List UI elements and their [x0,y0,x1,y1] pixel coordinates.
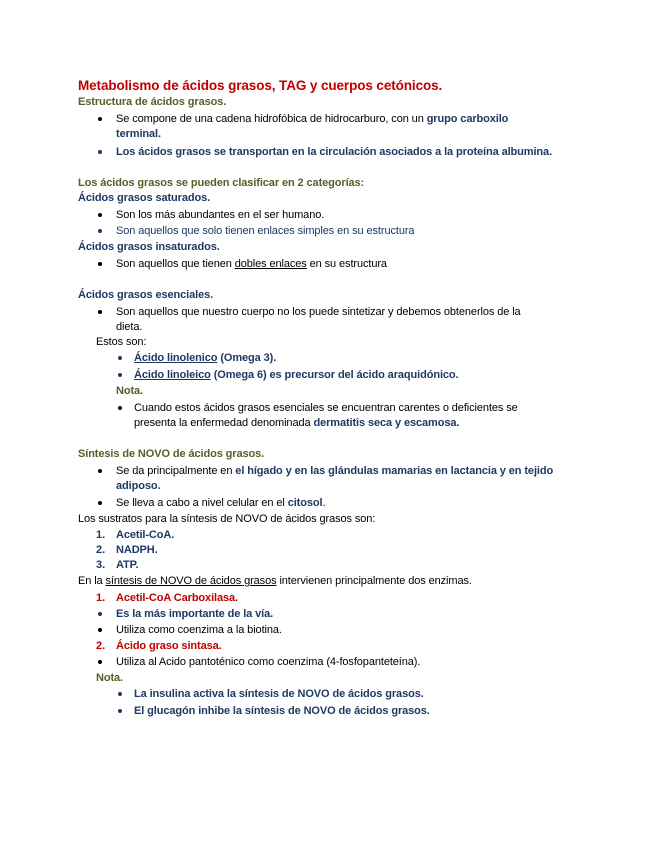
bullet-icon [98,150,102,154]
highlight-text: grupo carboxilo [426,113,509,125]
list-number: 1. [96,529,106,541]
highlight-text: citosol [287,497,323,509]
list-item: NADPH. [116,544,158,556]
sustratos-intro: Los sustratos para la síntesis de NOVO de ácidos grasos son: [78,513,376,525]
list-item [116,496,325,510]
list-item-continuation: dieta. [116,321,143,333]
bullet-icon [98,262,102,266]
underlined-text: dobles enlaces [234,258,307,270]
list-item-text: En la [78,575,106,587]
list-item: Son aquellos que solo tienen enlaces simples en su estructura [116,225,415,237]
bullet-icon [98,229,102,233]
list-item: Es la más importante de la vía. [116,608,274,620]
list-number: 3. [96,559,106,571]
list-item-continuation: adiposo. [116,480,161,492]
list-item [116,464,553,478]
bullet-icon [98,310,102,314]
subheading-saturados: Ácidos grasos saturados. [78,192,211,204]
underlined-text: síntesis de NOVO de ácidos grasos [105,575,277,587]
bullet-icon [118,406,122,410]
list-item: Utiliza al Acido pantoténico como coenzima (4-fosfopanteteína). [116,656,421,668]
underlined-text: Ácido linolenico [134,352,218,364]
list-item-continuation [134,416,459,430]
list-number: 2. [96,640,106,652]
list-item-continuation: terminal. [116,128,161,140]
list-item-text: en su estructura [306,258,387,270]
bullet-icon [98,612,102,616]
list-item: Acetil-CoA. [116,529,175,541]
section-heading-sintesis: Síntesis de NOVO de ácidos grasos. [78,448,265,460]
list-item: Los ácidos grasos se transportan en la circulación asociados a la proteína albumina. [116,146,553,158]
enzyme-name: Ácido graso sintasa. [116,640,222,652]
bullet-icon [98,628,102,632]
bullet-icon [118,356,122,360]
bullet-icon [98,213,102,217]
section-heading-clasificacion: Los ácidos grasos se pueden clasificar en 2 categorías: [78,177,365,189]
list-item: El glucagón inhibe la síntesis de NOVO de ácidos grasos. [134,705,430,717]
bullet-icon [118,709,122,713]
bullet-icon [98,660,102,664]
list-item [134,351,276,365]
bullet-icon [98,501,102,505]
subheading-insaturados: Ácidos grasos insaturados. [78,241,220,253]
bullet-icon [98,117,102,121]
list-item-text: . [322,497,326,509]
bullet-icon [118,692,122,696]
list-item-text: presenta la enfermedad denominada [134,417,314,429]
bullet-icon [98,469,102,473]
nota-label: Nota. [96,672,124,684]
enzyme-name: Acetil-CoA Carboxilasa. [116,592,238,604]
list-item [134,368,459,382]
list-item: Son aquellos que nuestro cuerpo no los puede sintetizar y debemos obtenerlos de la [116,306,521,318]
list-item-text: (Omega 3). [217,352,277,364]
list-item: ATP. [116,559,139,571]
list-number: 2. [96,544,106,556]
estos-son-label: Estos son: [96,336,147,348]
bullet-icon [118,373,122,377]
highlight-text: dermatitis seca y escamosa. [313,417,460,429]
list-item: Cuando estos ácidos grasos esenciales se encuentran carentes o deficientes se [134,402,518,414]
enzimas-intro [78,574,472,588]
highlight-text: el hígado y en las glándulas mamarias en lactancia y en tejido [235,465,554,477]
list-item-text: Son aquellos que tienen [116,258,235,270]
section-heading-esenciales: Ácidos grasos esenciales. [78,289,214,301]
list-item-text: (Omega 6) es precursor del ácido araquidónico. [210,369,459,381]
underlined-text: Ácido linoleico [134,369,211,381]
list-item-text: Se da principalmente en [116,465,236,477]
list-number: 1. [96,592,106,604]
section-heading-estructura: Estructura de ácidos grasos. [78,96,227,108]
list-item-text: intervienen principalmente dos enzimas. [276,575,472,587]
list-item [116,257,387,271]
list-item: Son los más abundantes en el ser humano. [116,209,325,221]
list-item: La insulina activa la síntesis de NOVO de ácidos grasos. [134,688,424,700]
list-item-text: Se lleva a cabo a nivel celular en el [116,497,288,509]
list-item [116,112,508,126]
doc-title: Metabolismo de ácidos grasos, TAG y cuerpos cetónicos. [78,78,443,93]
list-item-text: Se compone de una cadena hidrofóbica de hidrocarburo, con un [116,113,427,125]
list-item: Utiliza como coenzima a la biotina. [116,624,282,636]
nota-label: Nota. [116,385,144,397]
